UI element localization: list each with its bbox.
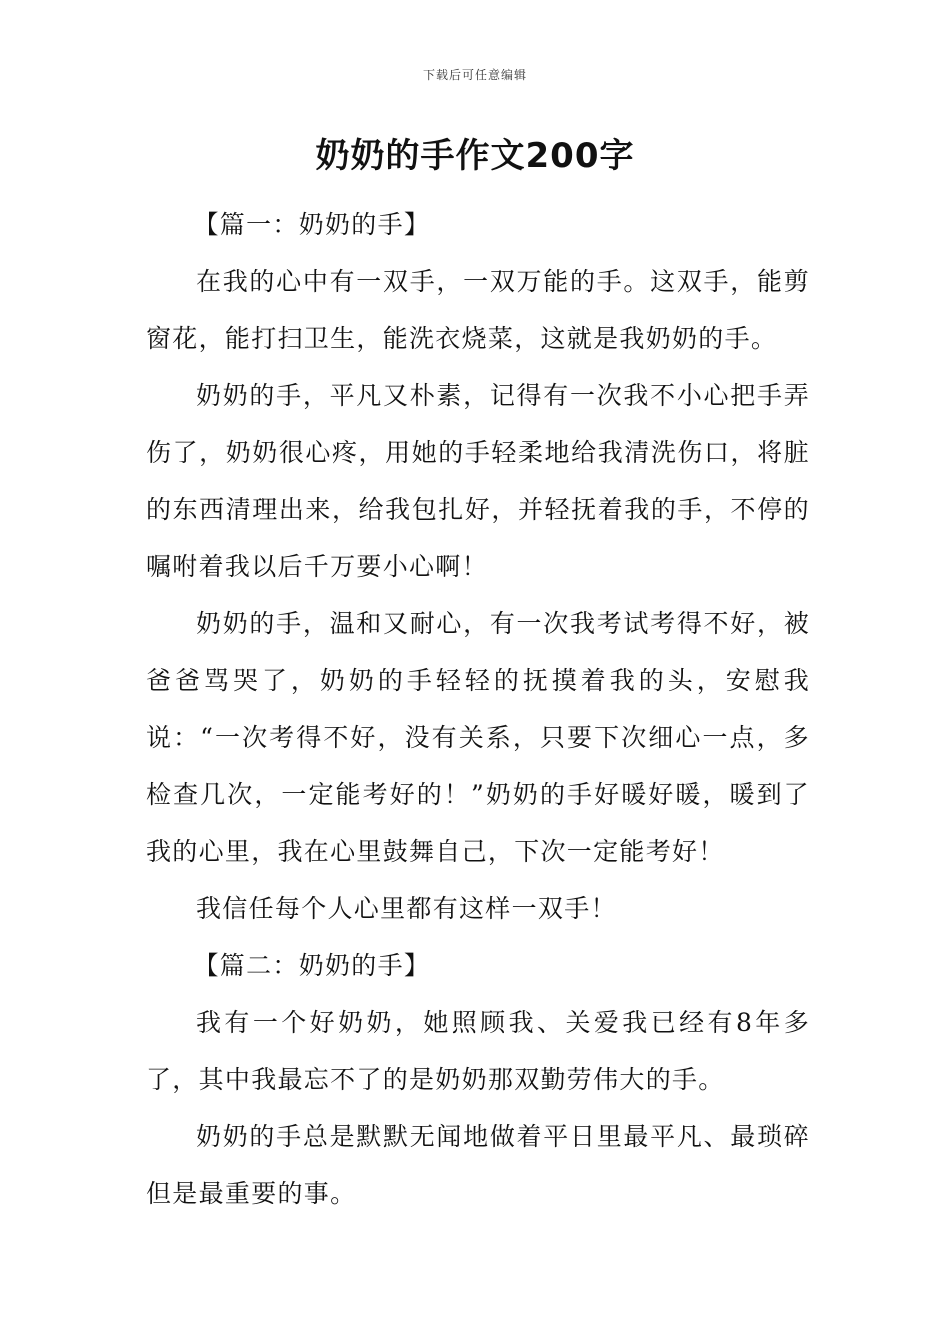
paragraph: 奶奶的手总是默默无闻地做着平日里最平凡、最琐碎但是最重要的事。 bbox=[146, 1122, 810, 1208]
page-title: 奶奶的手作文200字 bbox=[315, 136, 635, 176]
paragraph: 在我的心中有一双手，一双万能的手。这双手，能剪窗花，能打扫卫生，能洗衣烧菜，这就是我奶奶的手。 bbox=[146, 267, 810, 353]
paragraph: 我信任每个人心里都有这样一双手！ bbox=[196, 894, 617, 923]
article-body bbox=[146, 196, 810, 1222]
header-note: 下载后可任意编辑 bbox=[422, 68, 527, 82]
section-heading-2: 【篇二：奶奶的手】 bbox=[193, 951, 431, 980]
paragraph: 奶奶的手，平凡又朴素，记得有一次我不小心把手弄伤了，奶奶很心疼，用她的手轻柔地给我清洗伤口，将脏的东西清理出来，给我包扎好，并轻抚着我的手，不停的嘱咐着我以后千万要小心啊！ bbox=[146, 381, 810, 581]
paragraph: 奶奶的手，温和又耐心，有一次我考试考得不好，被爸爸骂哭了，奶奶的手轻轻的抚摸着我的头，安慰我说：“一次考得不好，没有关系，只要下次细心一点，多检查几次，一定能考好的！”奶奶的手好暖好暖，暖到了我的心里，我在心里鼓舞自己，下次一定能考好！ bbox=[146, 609, 810, 866]
section-heading-1: 【篇一：奶奶的手】 bbox=[193, 210, 431, 239]
paragraph: 我有一个好奶奶，她照顾我、关爱我已经有8年多了，其中我最忘不了的是奶奶那双勤劳伟大的手。 bbox=[146, 1008, 810, 1094]
